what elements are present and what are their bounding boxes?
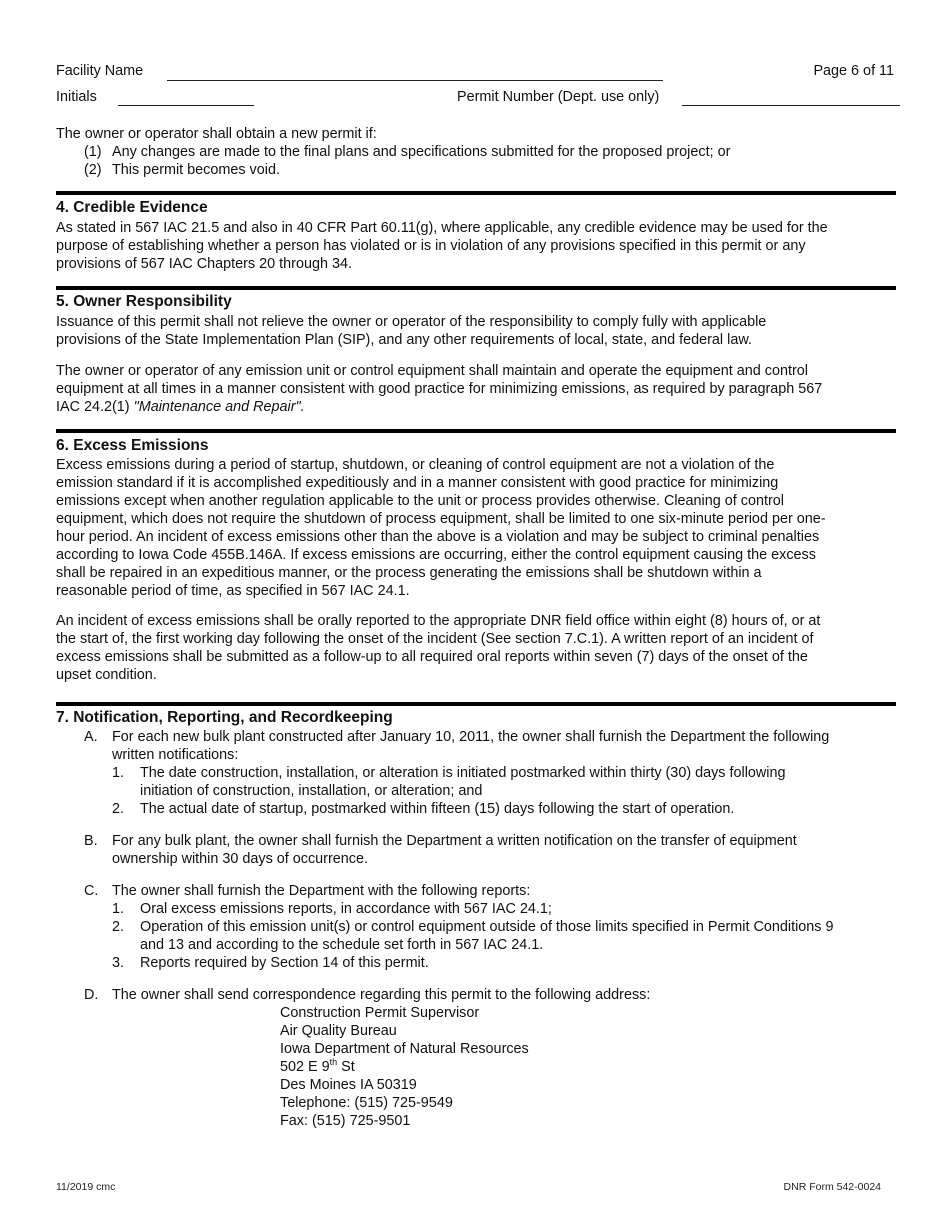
text-line: emissions except when another regulation applicable to the unit or process provides otherwise. Cleaning of control — [56, 493, 784, 509]
permit-number-field[interactable] — [682, 105, 900, 106]
text-line: For any bulk plant, the owner shall furnish the Department a written notification on the transfer of equipment — [112, 833, 797, 849]
telephone: Telephone: (515) 725-9549 — [280, 1095, 453, 1111]
section-divider — [56, 429, 896, 433]
intro-text: The owner or operator shall obtain a new permit if: — [56, 126, 377, 142]
section-6-title: 6. Excess Emissions — [56, 437, 209, 454]
text-line: equipment, which does not require the shutdown of process equipment, shall be limited to one six-minute period per one- — [56, 511, 826, 527]
footer-revision: 11/2019 cmc — [56, 1181, 116, 1193]
text-line: hour period. An incident of excess emissions other than the above is a violation and may be subject to criminal penalties — [56, 529, 820, 545]
address-street — [280, 1058, 529, 1076]
text-line: the start of, the first working day following the onset of the incident (See section 7.C.1). A written report of an incident of — [56, 631, 814, 647]
section-5-title: 5. Owner Responsibility — [56, 293, 232, 310]
initials-field[interactable] — [118, 105, 254, 106]
list-marker: 2. — [112, 801, 125, 817]
item-a-text — [112, 728, 902, 764]
item-b-text — [112, 832, 902, 868]
address-line: Construction Permit Supervisor — [280, 1005, 480, 1021]
section-4-body — [56, 219, 896, 273]
text-line: equipment at all times in a manner consistent with good practice for minimizing emissions, as required by paragraph 567 — [56, 381, 823, 397]
text-line: reasonable period of time, as specified in 567 IAC 24.1. — [56, 583, 410, 599]
item-c-text: The owner shall furnish the Department with the following reports: — [112, 883, 531, 899]
street-suffix: St — [337, 1059, 355, 1075]
text-line: purpose of establishing whether a person has violated or is in violation of any provisions specified in this permit or any — [56, 238, 806, 254]
text-line: The date construction, installation, or alteration is initiated postmarked within thirty (30) days following — [140, 765, 786, 781]
section-7-title: 7. Notification, Reporting, and Recordkeeping — [56, 709, 393, 726]
section-4-title: 4. Credible Evidence — [56, 199, 208, 216]
item-c1-text: Oral excess emissions reports, in accordance with 567 IAC 24.1; — [140, 901, 552, 917]
list-marker: D. — [84, 987, 99, 1003]
text-line: shall be repaired in an expeditious manner, or the process generating the emissions shall be shutdown within a — [56, 565, 762, 581]
text-fragment: IAC 24.2(1) — [56, 399, 130, 415]
list-marker: 3. — [112, 955, 125, 971]
intro-item-text: Any changes are made to the final plans and specifications submitted for the proposed project; or — [112, 144, 731, 160]
address-line: Des Moines IA 50319 — [280, 1077, 417, 1093]
item-c3-text: Reports required by Section 14 of this permit. — [140, 955, 429, 971]
intro-item-text: This permit becomes void. — [112, 162, 280, 178]
text-line: excess emissions shall be submitted as a follow-up to all required oral reports within seven (7) days of the onset of the — [56, 649, 808, 665]
permit-number-label: Permit Number (Dept. use only) — [457, 89, 660, 105]
text-line — [56, 398, 896, 416]
section-6-paragraph-2 — [56, 612, 896, 684]
ordinal-suffix: th — [329, 1057, 338, 1068]
address-line: Iowa Department of Natural Resources — [280, 1041, 529, 1057]
text-line: and 13 and according to the schedule set forth in 567 IAC 24.1. — [140, 937, 544, 953]
street-number: 502 E 9 — [280, 1059, 330, 1075]
intro-item-num: (1) — [84, 144, 102, 160]
section-divider — [56, 702, 896, 706]
list-marker: 2. — [112, 919, 125, 935]
item-c2-text — [140, 918, 900, 954]
section-divider — [56, 286, 896, 290]
intro-item-num: (2) — [84, 162, 102, 178]
text-line: emission standard if it is accomplished expeditiously and in a manner consistent with good practice for minimizing — [56, 475, 779, 491]
mailing-address — [280, 1004, 529, 1130]
initials-label: Initials — [56, 89, 97, 105]
list-marker: 1. — [112, 765, 125, 781]
fax: Fax: (515) 725-9501 — [280, 1113, 411, 1129]
text-line: The owner or operator of any emission unit or control equipment shall maintain and operate the equipment and control — [56, 363, 808, 379]
text-line: For each new bulk plant constructed after January 10, 2011, the owner shall furnish the Department the following — [112, 729, 830, 745]
section-5-paragraph-2 — [56, 362, 896, 416]
address-line: Air Quality Bureau — [280, 1023, 397, 1039]
item-d-text: The owner shall send correspondence regarding this permit to the following address: — [112, 987, 651, 1003]
footer-form-number: DNR Form 542-0024 — [783, 1181, 881, 1193]
text-line: ownership within 30 days of occurrence. — [112, 851, 368, 867]
page-number: Page 6 of 11 — [813, 63, 894, 79]
text-line: As stated in 567 IAC 21.5 and also in 40 CFR Part 60.11(g), where applicable, any credible evidence may be used for the — [56, 220, 828, 236]
item-a1-text — [140, 764, 900, 800]
text-line: provisions of 567 IAC Chapters 20 through 34. — [56, 256, 352, 272]
facility-name-label: Facility Name — [56, 63, 144, 79]
text-line: initiation of construction, installation, or alteration; and — [140, 783, 483, 799]
text-line: provisions of the State Implementation Plan (SIP), and any other requirements of local, state, and federal law. — [56, 332, 752, 348]
text-line: Excess emissions during a period of startup, shutdown, or cleaning of control equipment are not a violation of the — [56, 457, 775, 473]
text-line: according to Iowa Code 455B.146A. If excess emissions are occurring, either the control equipment causing the excess — [56, 547, 816, 563]
list-marker: A. — [84, 729, 98, 745]
text-line: An incident of excess emissions shall be orally reported to the appropriate DNR field office within eight (8) hours of, or at — [56, 613, 821, 629]
section-5-paragraph-1 — [56, 313, 896, 349]
text-line: upset condition. — [56, 667, 157, 683]
facility-name-field[interactable] — [167, 80, 663, 81]
list-marker: C. — [84, 883, 99, 899]
section-6-paragraph-1 — [56, 456, 896, 600]
text-line: Issuance of this permit shall not relieve the owner or operator of the responsibility to comply fully with applicable — [56, 314, 767, 330]
list-marker: B. — [84, 833, 98, 849]
text-line: Operation of this emission unit(s) or control equipment outside of those limits specified in Permit Conditions 9 — [140, 919, 834, 935]
italic-citation: "Maintenance and Repair". — [133, 399, 305, 415]
section-divider — [56, 191, 896, 195]
text-line: written notifications: — [112, 747, 239, 763]
list-marker: 1. — [112, 901, 125, 917]
item-a2-text: The actual date of startup, postmarked within fifteen (15) days following the start of operation. — [140, 801, 735, 817]
